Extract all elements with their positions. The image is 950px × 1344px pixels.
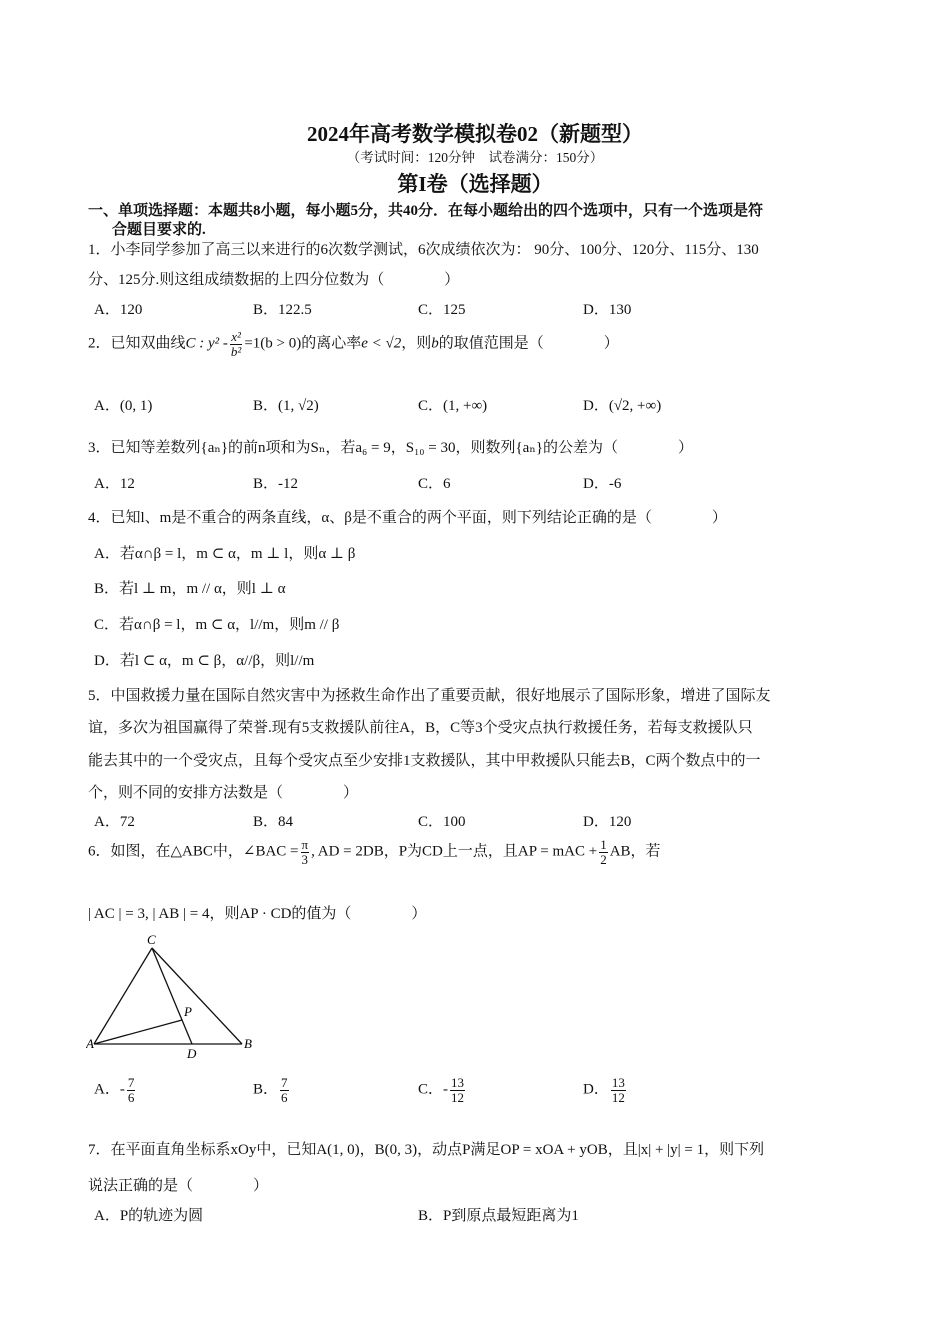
q1-option-d: D．130 bbox=[583, 302, 632, 318]
q2-middle: 的离心率 bbox=[301, 335, 362, 352]
q6-option-a-label: A． bbox=[94, 1081, 120, 1098]
q6-option-a-sign: - bbox=[119, 1081, 125, 1098]
q6-option-c bbox=[418, 1076, 467, 1104]
q6-three: 3 bbox=[301, 851, 309, 867]
q4-option-c: C．若α∩β = l，m ⊂ α，l//m，则m // β bbox=[94, 617, 340, 633]
q2-prefix: 2．已知双曲线 bbox=[88, 335, 186, 352]
q2-stem bbox=[88, 330, 619, 358]
q6-option-c-fraction bbox=[450, 1076, 465, 1104]
q2-frac-den: b² bbox=[230, 343, 242, 359]
q5-line3: 能去其中的一个受灾点，且每个受灾点至少安排1支救援队，其中甲救援队只能去B，C两个数点中的一 bbox=[88, 753, 761, 769]
label-p: P bbox=[184, 1004, 192, 1019]
q2-eccentricity: e < √2 bbox=[361, 335, 402, 352]
section-heading-line1: 一、单项选择题：本题共8小题，每小题5分，共40分．在每小题给出的四个选项中，只有一个选项是符 bbox=[88, 203, 764, 219]
q6-option-d-fraction bbox=[611, 1076, 626, 1104]
q2-curve: C : y² - bbox=[185, 335, 228, 352]
q6-option-c-den: 12 bbox=[451, 1089, 465, 1105]
q2-option-a: A．(0, 1) bbox=[94, 398, 153, 414]
q4-option-a: A．若α∩β = l，m ⊂ α，m ⊥ l，则α ⊥ β bbox=[94, 546, 356, 562]
q3-option-c: C．6 bbox=[418, 476, 451, 492]
q2-option-c: C．(1, +∞) bbox=[418, 398, 488, 414]
q3-option-a: A．12 bbox=[94, 476, 135, 492]
q7-line1: 7．在平面直角坐标系xOy中，已知A(1, 0)，B(0, 3)，动点P满足OP = xOA + yOB，且|x| + |y| = 1，则下列 bbox=[88, 1142, 765, 1158]
q6-option-b-den: 6 bbox=[281, 1089, 288, 1105]
q6-part3: AB，若 bbox=[609, 843, 661, 860]
triangle-figure bbox=[86, 930, 266, 1060]
q6-option-d-den: 12 bbox=[611, 1089, 625, 1105]
q2-fraction bbox=[230, 330, 242, 358]
q2-condition: =1(b > 0) bbox=[244, 335, 302, 352]
q4-option-d: D．若l ⊂ α，m ⊂ β，α//β，则l//m bbox=[94, 653, 315, 669]
q6-angle-fraction bbox=[301, 838, 310, 866]
q6-option-c-sign: - bbox=[443, 1081, 449, 1098]
q6-option-a bbox=[94, 1076, 137, 1104]
q4-stem: 4．已知l、m是不重合的两条直线，α、β是不重合的两个平面，则下列结论正确的是（ ） bbox=[88, 510, 727, 526]
label-a: A bbox=[86, 1036, 94, 1051]
q6-option-b-fraction bbox=[280, 1076, 289, 1104]
q5-line1: 5．中国救援力量在国际自然灾害中为拯救生命作出了重要贡献，很好地展示了国际形象，增进了国际友 bbox=[88, 688, 771, 704]
q1-line2: 分、125分.则这组成绩数据的上四分位数为（ ） bbox=[88, 272, 460, 288]
q7-option-a: A．P的轨迹为圆 bbox=[94, 1208, 204, 1224]
q2-b: b bbox=[431, 335, 439, 352]
q6-option-c-label: C． bbox=[418, 1081, 444, 1098]
q2-frac-num: x² bbox=[231, 329, 241, 344]
q6-option-d-label: D． bbox=[583, 1081, 609, 1098]
segment-cd bbox=[152, 948, 192, 1044]
q4-option-b: B．若l ⊥ m，m // α，则l ⊥ α bbox=[94, 581, 286, 597]
q2-option-d: D．(√2, +∞) bbox=[583, 398, 662, 414]
label-b: B bbox=[244, 1036, 252, 1051]
q6-option-b bbox=[253, 1076, 291, 1104]
q6-pi: π bbox=[301, 837, 309, 852]
segment-ap bbox=[94, 1020, 182, 1044]
q3-option-d: D．-6 bbox=[583, 476, 622, 492]
q6-line2: | AC | = 3, | AB | = 4，则AP · CD的值为（ ） bbox=[88, 906, 427, 922]
segment-cb bbox=[152, 948, 242, 1044]
q5-option-d: D．120 bbox=[583, 814, 632, 830]
q2-suffix: 的取值范围是（ ） bbox=[438, 335, 619, 352]
q6-option-a-num: 7 bbox=[127, 1075, 135, 1090]
segment-ac bbox=[94, 948, 152, 1044]
label-c: C bbox=[147, 932, 156, 947]
q3-stem: 3．已知等差数列{aₙ}的前n项和为Sₙ，若a₆ = 9，S₁₀ = 30，则数列{aₙ}的公差为（ ） bbox=[88, 440, 694, 456]
q2-then: ，则 bbox=[401, 335, 432, 352]
q6-option-a-den: 6 bbox=[127, 1089, 135, 1105]
q6-option-b-label: B． bbox=[253, 1081, 279, 1098]
exam-title: 2024年高考数学模拟卷02（新题型） bbox=[307, 122, 643, 146]
label-d: D bbox=[187, 1046, 197, 1060]
q7-option-b: B．P到原点最短距离为1 bbox=[418, 1208, 579, 1224]
q6-part2: , AD = 2DB，P为CD上一点，且AP = mAC + bbox=[311, 843, 598, 860]
q6-half-den: 2 bbox=[600, 851, 607, 867]
q6-option-b-num: 7 bbox=[281, 1075, 288, 1090]
q5-option-b: B．84 bbox=[253, 814, 294, 830]
q5-option-c: C．100 bbox=[418, 814, 466, 830]
q3-option-b: B．-12 bbox=[253, 476, 299, 492]
q1-option-a: A．120 bbox=[94, 302, 143, 318]
section-heading-line2: 合题目要求的. bbox=[112, 222, 206, 238]
part-title: 第I卷（选择题） bbox=[397, 172, 553, 196]
q6-half-fraction bbox=[599, 838, 608, 866]
q6-half-num: 1 bbox=[600, 837, 607, 852]
q6-option-d-num: 13 bbox=[611, 1075, 625, 1090]
q6-part1: 6．如图，在△ABC中，∠BAC = bbox=[88, 843, 299, 860]
q1-option-b: B．122.5 bbox=[253, 302, 312, 318]
q5-option-a: A．72 bbox=[94, 814, 135, 830]
q1-option-c: C．125 bbox=[418, 302, 466, 318]
q6-option-a-fraction bbox=[127, 1076, 136, 1104]
q6-option-d bbox=[583, 1076, 628, 1104]
q6-option-c-num: 13 bbox=[451, 1075, 465, 1090]
q7-line2: 说法正确的是（ ） bbox=[88, 1178, 269, 1194]
q2-option-b: B．(1, √2) bbox=[253, 398, 319, 414]
q5-line4: 个，则不同的安排方法数是（ ） bbox=[88, 785, 359, 801]
exam-subtitle: （考试时间：120分钟 试卷满分：150分） bbox=[346, 150, 604, 165]
q1-line1: 1．小李同学参加了高三以来进行的6次数学测试，6次成绩依次为： 90分、100分、120分、115分、130 bbox=[88, 242, 759, 258]
q5-line2: 谊，多次为祖国赢得了荣誉.现有5支救援队前往A，B，C等3个受灾点执行救援任务，若每支救援队只 bbox=[88, 720, 753, 736]
q6-line1 bbox=[88, 838, 661, 866]
